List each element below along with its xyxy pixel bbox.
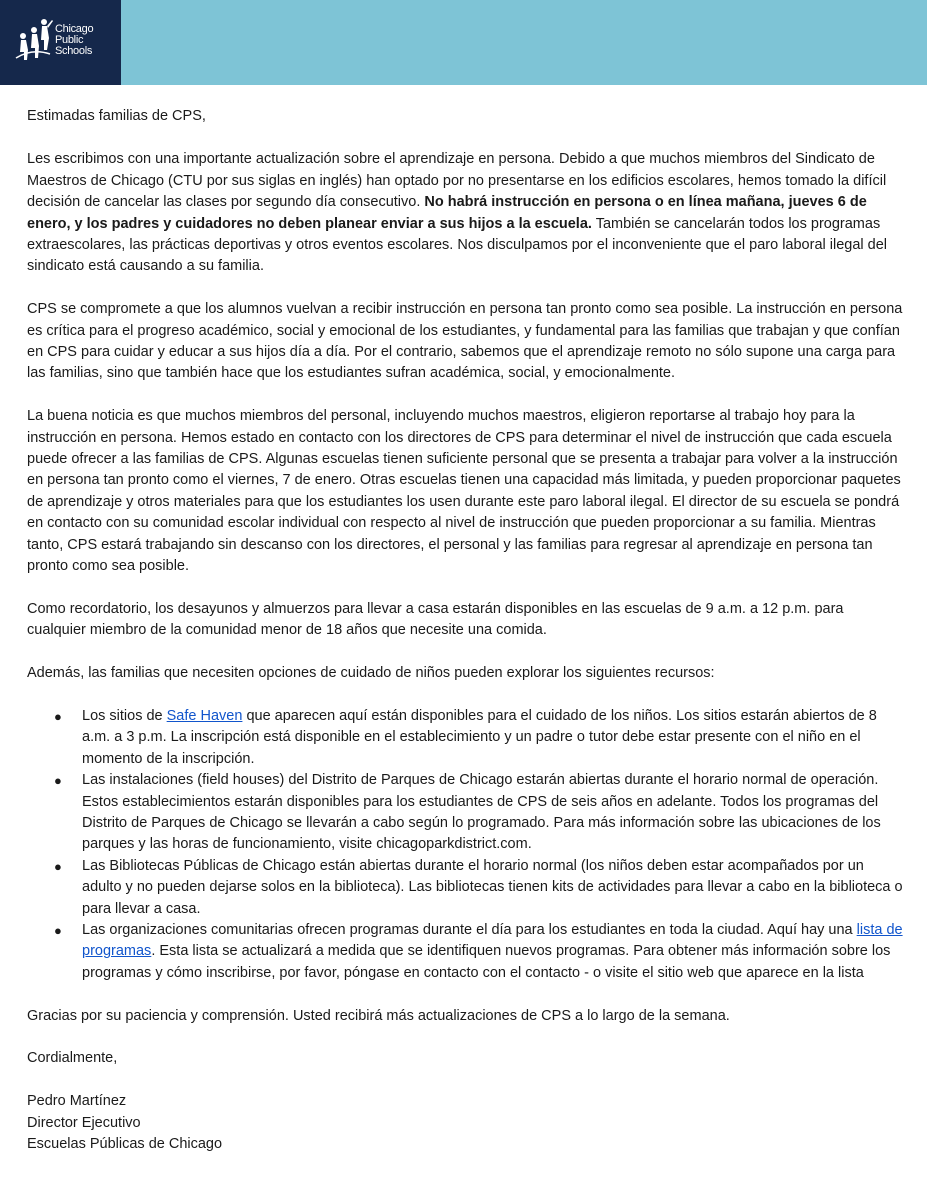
logo-line-1: Chicago [55, 23, 94, 35]
program-list-link[interactable]: lista de programas [82, 921, 903, 960]
resource-list [27, 706, 903, 984]
bullet-icon: ● [54, 922, 62, 938]
bullet-1-rest: que aparecen aquí están disponibles para el cuidado de los niños. Los sitios estarán abiertos de 8 a.m. a 3 p.m. La inscripción está disponible en el establecimiento y un padre o tutor debe estar presente con el niño en el momento de la inscripción. [82, 707, 877, 767]
closing: Cordialmente, [27, 1050, 118, 1067]
paragraph-1-rest: También se cancelarán todos los programas extraescolares, las prácticas deportivas y otros eventos escolares. Nos disculpamos por el inconveniente que el paro laboral ilegal del sindicato está causando a su familia. [27, 215, 887, 275]
signature-org: Escuelas Públicas de Chicago [27, 1135, 223, 1152]
logo-wordmark [55, 24, 93, 57]
paragraph-5: Además, las familias que necesiten opciones de cuidado de niños pueden explorar los siguientes recursos: [27, 665, 715, 682]
paragraph-1 [27, 149, 903, 277]
list-item [27, 856, 903, 920]
safe-haven-link[interactable]: Safe Haven [166, 707, 243, 724]
list-item [27, 770, 903, 856]
bullet-3-text: Las Bibliotecas Públicas de Chicago están abiertas durante el horario normal (los niños deben estar acompañados por un adulto y no pueden dejarse solos en la biblioteca). Las bibliotecas tienen kits de actividades para llevar a cabo en la biblioteca o para llevar a casa. [82, 857, 903, 917]
signature-name: Pedro Martínez [27, 1093, 127, 1110]
bullet-icon: ● [54, 708, 62, 724]
signature-block [27, 1091, 903, 1155]
list-item [27, 920, 903, 984]
header-band [0, 0, 927, 85]
bullet-2-text: Las instalaciones (field houses) del Distrito de Parques de Chicago estarán abiertas durante el horario normal de operación. Estos establecimientos estarán disponibles para los estudiantes de CPS de seis años en adelante. Todos los programas del Distrito de Parques de Chicago se llevarán a cabo según lo programado. Para más información sobre las ubicaciones de los parques y las horas de funcionamiento, visite chicagoparkdistrict.com. [82, 772, 881, 853]
cps-logo[interactable] [0, 0, 121, 85]
paragraph-3: La buena noticia es que muchos miembros del personal, incluyendo muchos maestros, eligieron reportarse al trabajo hoy para la instrucción en persona. Hemos estado en contacto con los directores de CPS para determinar el nivel de instrucción que cada escuela puede ofrecer a las familias de CPS. Algunas escuelas tienen suficiente personal que se presenta a trabajar para volver a la instrucción en persona tan pronto como el viernes, 7 de enero. Otras escuelas tienen una capacidad más limitada, y pueden proporcionar paquetes de aprendizaje y otros materiales para que los estudiantes los usen durante este paro laboral ilegal. El director de su escuela se pondrá en contacto con su comunidad escolar individual con respecto al nivel de instrucción que pueden proporcionar a su familia. Mientras tanto, CPS estará trabajando sin descanso con los directores, el personal y las familias para regresar al aprendizaje en persona tan pronto como sea posible. [27, 408, 901, 575]
greeting: Estimadas familias de CPS, [27, 108, 206, 124]
paragraph-1-bold: No habrá instrucción en persona o en línea mañana, jueves 6 de enero, y los padres y cuidadores no deben planear enviar a sus hijos a la escuela. [27, 194, 867, 232]
bullet-icon: ● [54, 773, 62, 789]
letter-body [27, 106, 903, 1155]
bullet-4-intro: Las organizaciones comunitarias ofrecen programas durante el día para los estudiantes en toda la ciudad. Aquí hay una [82, 921, 857, 938]
logo-figures-icon [14, 18, 54, 62]
signature-title: Director Ejecutivo [27, 1114, 141, 1131]
bullet-4-rest: . Esta lista se actualizará a medida que se identifiquen nuevos programas. Para obtener más información sobre los programas y cómo inscribirse, por favor, póngase en contacto con el contacto - o visite el sitio web que aparece en la lista [82, 943, 891, 981]
paragraph-2: CPS se compromete a que los alumnos vuelvan a recibir instrucción en persona tan pronto como sea posible. La instrucción en persona es crítica para el progreso académico, social y emocional de los estudiantes, y fundamental para las familias que trabajan y que confían en CPS para cuidar y educar a sus hijos día a día. Por el contrario, sabemos que el aprendizaje remoto no sólo supone una carga para las familias, sino que también hace que los estudiantes sufran académica, social, y emocionalmente. [27, 301, 903, 382]
bullet-1-intro: Los sitios de [82, 707, 167, 724]
paragraph-4: Como recordatorio, los desayunos y almuerzos para llevar a casa estarán disponibles en las escuelas de 9 a.m. a 12 p.m. para cualquier miembro de la comunidad menor de 18 años que necesite una comida. [27, 600, 844, 639]
list-item [27, 706, 903, 770]
paragraph-6: Gracias por su paciencia y comprensión. Usted recibirá más actualizaciones de CPS a lo largo de la semana. [27, 1007, 730, 1024]
logo-line-3: Schools [55, 45, 93, 57]
logo-line-2: Public [55, 34, 84, 46]
bullet-icon: ● [54, 858, 62, 874]
paragraph-1-intro: Les escribimos con una importante actualización sobre el aprendizaje en persona. Debido a que muchos miembros del Sindicato de Maestros de Chicago (CTU por sus siglas en inglés) han optado por no presentarse en los edificios escolares, hemos tomado la difícil decisión de cancelar las clases por segundo día consecutivo. [27, 151, 887, 211]
